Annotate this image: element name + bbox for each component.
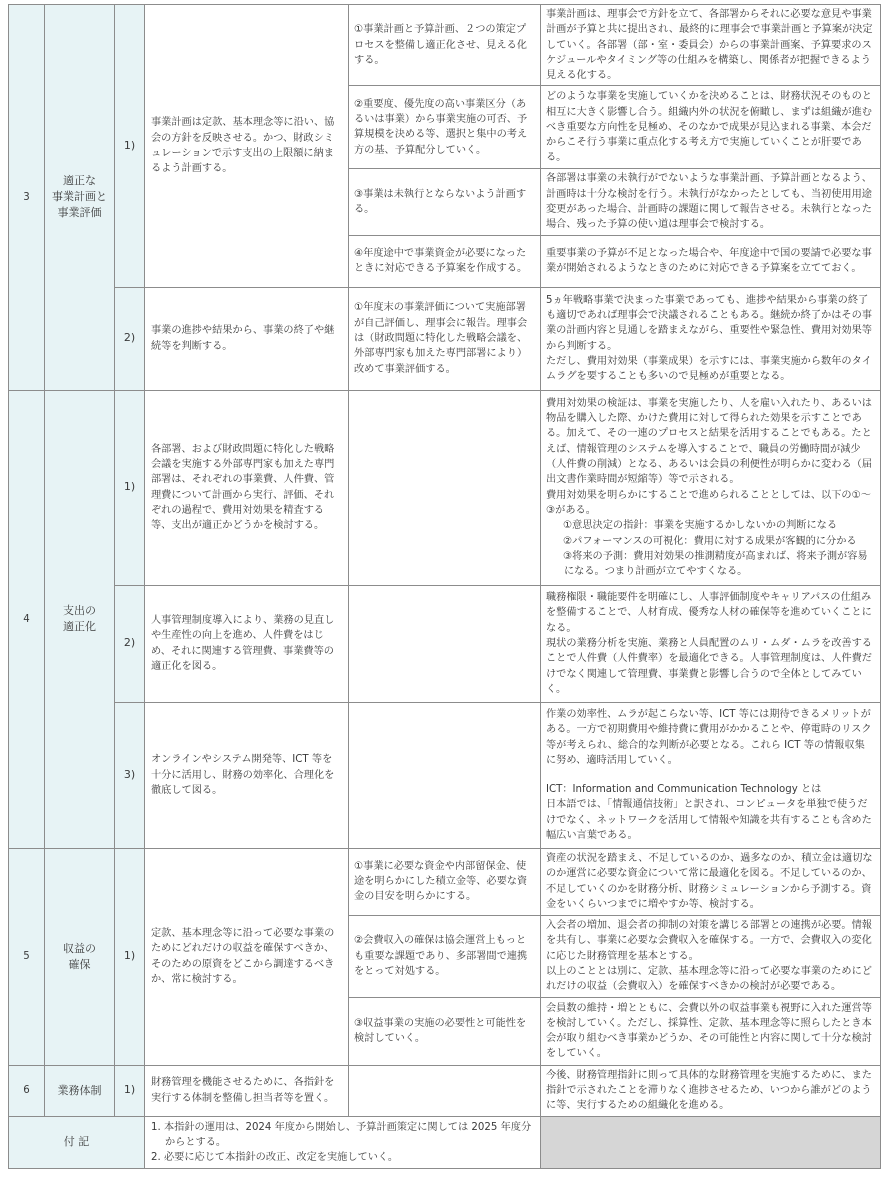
goal-number: 1) bbox=[115, 5, 145, 288]
goal-text: 事業計画は定款、基本理念等に沿い、協会の方針を反映させる。かつ、財政シミュレーションで示す支出の上限額に納まるよう計画する。 bbox=[145, 5, 349, 288]
measure-text: ①事業計画と予算計画、２つの策定プロセスを整備し適正化させ、見える化する。 bbox=[349, 5, 541, 86]
goal-number: 1) bbox=[115, 390, 145, 585]
table-row bbox=[9, 585, 881, 702]
measure-note: 5ヵ年戦略事業で決まった事業であっても、進捗や結果から事業の終了も適切であれば理事会で決議されることもある。継続か終了かはその事業の計画内容と見通しを踏まえながら、重要性や緊急性、費用対効果等から判断する。 ただし、費用対効果（事業成果）を示すには、事業実施から数年のタイムラグを要することも多いので見極めが重要となる。 bbox=[541, 287, 881, 390]
measure-note: 費用対効果の検証は、事業を実施したり、人を雇い入れたり、あるいは物品を購入した際、かけた費用に対して得られた効果を示すことである。加えて、その一連のプロセスと結果を活用することでもある。たとえば、情報管理のシステムを導入することで、職員の労働時間が減少（人件費の削減）となる、あるいは会員の利便性が明らかに変わる（届出文書作業時間が短縮等）等で示される。 費用対効果を明らかにすることで進められることとしては、以下の①～③がある。 ①意思決定の指針：事業を実施するかしないかの判断になる ②パフォーマンスの可視化：費用に対する成果が客観的に分かる ③将来の予測：費用対効果の推測精度が高まれば、将来予測が容易になる。つまり計画が立てやすくなる。 bbox=[541, 390, 881, 585]
goal-number: 3) bbox=[115, 702, 145, 848]
measure-text bbox=[349, 390, 541, 585]
measure-text: ③事業は未執行とならないよう計画する。 bbox=[349, 169, 541, 235]
effect-list-item: ③将来の予測：費用対効果の推測精度が高まれば、将来予測が容易になる。つまり計画が立てやすくなる。 bbox=[563, 550, 868, 578]
footer-note-item: 1. 本指針の運用は、2024 年度から開始し、予算計画策定に関しては 2025 年度分からとする。 bbox=[151, 1121, 532, 1148]
measure-note: 事業計画は、理事会で方針を立て、各部署からそれに必要な意見や事業計画が予算と共に提出され、最終的に理事会で事業計画と予算案が決定していく。各部署（部・室・委員会）からの事業計画案、予算要求のスケジュールやタイミング等の仕組みを構築し、関係者が把握できるよう見える化する。 bbox=[541, 5, 881, 86]
measure-text: ②会費収入の確保は協会運営上もっとも重要な課題であり、多部署間で連携をとって対処する。 bbox=[349, 915, 541, 997]
section-number: 3 bbox=[9, 5, 45, 391]
measure-text: ①年度末の事業評価について実施部署が自己評価し、理事会に報告。理事会は（財政問題に特化した戦略会議を、外部専門家も加えた専門部署により）改めて事業評価する。 bbox=[349, 287, 541, 390]
goal-number: 2) bbox=[115, 585, 145, 702]
table-row bbox=[9, 287, 881, 390]
financial-policy-table bbox=[8, 4, 881, 1169]
measure-text: ②重要度、優先度の高い事業区分（あるいは事業）から事業実施の可否、予算規模を決める等、選択と集中の考え方の基、予算配分していく。 bbox=[349, 86, 541, 169]
goal-text: 財務管理を機能させるために、各指針を実行する体制を整備し担当者等を置く。 bbox=[145, 1065, 349, 1116]
measure-note: 入会者の増加、退会者の抑制の対策を講じる部署との連携が必要。情報を共有し、事業に必要な会費収入を確保する。一方で、会費収入の変化に応じた財務管理を基本とする。 以上のこととは別に、定款、基本理念等に沿って必要な事業のためにどれだけの収益（会費収入）を確保すべきかの検討が必要である。 bbox=[541, 915, 881, 997]
table-row bbox=[9, 5, 881, 86]
measure-text: ①事業に必要な資金や内部留保金、使途を明らかにした積立金等、必要な資金の目安を明らかにする。 bbox=[349, 848, 541, 915]
goal-text: 各部署、および財政問題に特化した戦略会議を実施する外部専門家も加えた専門部署は、それぞれの事業費、人件費、管理費について計画から実行、評価、それぞれの過程で、費用対効果を精査する等、支出が適正かどうかを検討する。 bbox=[145, 390, 349, 585]
policy-table-wrapper bbox=[8, 4, 880, 1169]
goal-text: 定款、基本理念等に沿って必要な事業のためにどれだけの収益を確保すべきか、そのための原資をどこから調達するべきか、常に検討する。 bbox=[145, 848, 349, 1065]
effect-list-item: ②パフォーマンスの可視化：費用に対する成果が客観的に分かる bbox=[563, 535, 857, 547]
goal-number: 2) bbox=[115, 287, 145, 390]
measure-note: 重要事業の予算が不足となった場合や、年度途中で国の要請で必要な事業が開始されるようなときのために対応できる予算案を立てておく。 bbox=[541, 235, 881, 287]
measure-note: どのような事業を実施していくかを決めることは、財務状況そのものと相互に大きく影響し合う。組織内外の状況を俯瞰し、まずは組織が進むべき重要な方向性を見極め、そのなかで成果が見込まれる事業、本会だからこそ行う事業に重点化する考え方で実施していくことが肝要である。 bbox=[541, 86, 881, 169]
table-row bbox=[9, 390, 881, 585]
measure-note: 資産の状況を踏まえ、不足しているのか、過多なのか、積立金は適切なのか運営に必要な資金について常に最適化を図る。不足しているのか、不足していくのかを財務分析、財務シミュレーションから予測する。資金をいくらいつまでに増やすか等、検討する。 bbox=[541, 848, 881, 915]
goal-number: 1) bbox=[115, 1065, 145, 1116]
ict-definition: ICT：Information and Communication Technology とは 日本語では、「情報通信技術」と訳され、コンピュータを単独で使うだけでなく、ネットワークを活用して情報や知識を共有することも含めた幅広い言葉である。 bbox=[546, 784, 872, 842]
table-row bbox=[9, 1065, 881, 1116]
section-title: 支出の 適正化 bbox=[45, 390, 115, 848]
goal-text: 人事管理制度導入により、業務の見直しや生産性の向上を進め、人件費をはじめ、それに関連する管理費、事業費等の適正化を図る。 bbox=[145, 585, 349, 702]
measure-note: 各部署は事業の未執行がでないような事業計画、予算計画となるよう、計画時は十分な検討を行う。未執行がなかったとしても、当初使用用途変更があった場合、計画時の課題に関して報告させる。未執行となった場合、残った予算の使い道は理事会で検討する。 bbox=[541, 169, 881, 235]
measure-text bbox=[349, 585, 541, 702]
section-title: 適正な 事業計画と 事業評価 bbox=[45, 5, 115, 391]
measure-text bbox=[349, 702, 541, 848]
measure-text bbox=[349, 1065, 541, 1116]
section-title: 収益の 確保 bbox=[45, 848, 115, 1065]
section-number: 5 bbox=[9, 848, 45, 1065]
measure-note: 会員数の維持・増とともに、会費以外の収益事業も視野に入れた運営等を検討していく。ただし、採算性、定款、基本理念等に照らしたとき本会が取り組むべき事業かどうか、その可能性と内容に関して十分な検討をしていく。 bbox=[541, 997, 881, 1065]
table-row bbox=[9, 702, 881, 848]
footer-label: 付 記 bbox=[9, 1116, 145, 1169]
table-row bbox=[9, 1116, 881, 1169]
measure-note: 今後、財務管理指針に則って具体的な財務管理を実施するために、また指針で示されたことを滞りなく進捗させるため、いつから誰がどのように等、実行するための組織化を進める。 bbox=[541, 1065, 881, 1116]
section-number: 4 bbox=[9, 390, 45, 848]
goal-text: 事業の進捗や結果から、事業の終了や継続等を判断する。 bbox=[145, 287, 349, 390]
measure-text: ③収益事業の実施の必要性と可能性を検討していく。 bbox=[349, 997, 541, 1065]
effect-list-item: ①意思決定の指針：事業を実施するかしないかの判断になる bbox=[563, 520, 838, 532]
measure-note: 作業の効率性、ムラが起こらない等、ICT 等には期待できるメリットがある。一方で初期費用や維持費に費用がかかることや、停電時のリスク等が考えられ、総合的な判断が必要となる。これら ICT 等の情報収集に努め、適時活用していく。 ICT：Information and Communication Technology とは 日本語では、「情報通信技術」と訳され、コンピュータを単独で使うだけでなく、ネットワークを活用して情報や知識を共有することも含めた幅広い言葉である。 bbox=[541, 702, 881, 848]
goal-text: オンラインやシステム開発等、ICT 等を十分に活用し、財務の効率化、合理化を徹底して図る。 bbox=[145, 702, 349, 848]
footer-note-item: 2. 必要に応じて本指針の改正、改定を実施していく。 bbox=[151, 1152, 399, 1164]
section-number: 6 bbox=[9, 1065, 45, 1116]
measure-text: ④年度途中で事業資金が必要になったときに対応できる予算案を作成する。 bbox=[349, 235, 541, 287]
table-row bbox=[9, 848, 881, 915]
goal-number: 1) bbox=[115, 848, 145, 1065]
footer-blank-cell bbox=[541, 1116, 881, 1169]
measure-note: 職務権限・職能要件を明確にし、人事評価制度やキャリアパスの仕組みを整備することで、人材育成、優秀な人材の確保等を進めていくことになる。 現状の業務分析を実施、業務と人員配置のムリ・ムダ・ムラを改善することで人件費（人件費率）を最適化できる。人事管理制度は、人件費だけでなく関連して管理費、事業費と影響し合うので全体としてみていく。 bbox=[541, 585, 881, 702]
section-title: 業務体制 bbox=[45, 1065, 115, 1116]
footer-notes bbox=[145, 1116, 541, 1169]
